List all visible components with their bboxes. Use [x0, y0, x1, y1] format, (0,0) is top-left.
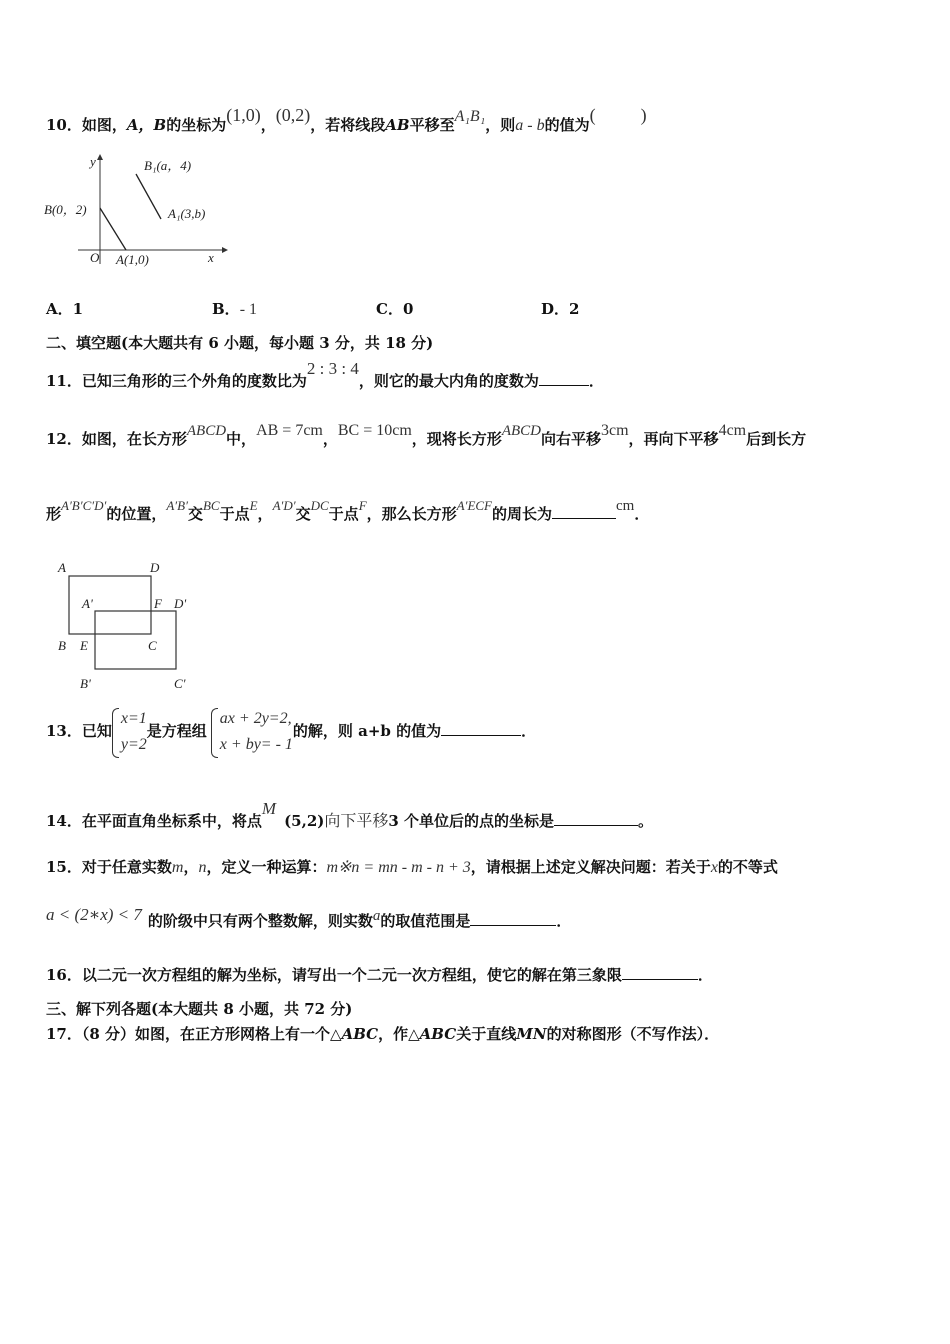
q15-text: ，定义一种运算：	[206, 858, 327, 876]
q10-option-b	[212, 298, 257, 319]
q13-stem	[46, 706, 536, 758]
q13-eq1: ax + 2y=2,	[219, 710, 292, 727]
q15-var-a: a	[372, 908, 381, 924]
q14-suffix: 3 个单位后的点的坐标是	[388, 812, 555, 830]
q15-answer-blank[interactable]	[470, 911, 556, 926]
q15-text: ，	[183, 858, 199, 876]
option-key: A．	[46, 300, 73, 318]
brace	[112, 708, 119, 758]
q10-point-a: (1,0)	[226, 105, 261, 125]
q10-segment: AB	[385, 116, 410, 134]
q17-prefix: 17．（8 分）如图，在正方形网格上有一个△	[46, 1025, 342, 1043]
q13-eq2: x + by= - 1	[219, 736, 293, 753]
q13-system	[211, 706, 293, 758]
q12-stem-line1	[46, 422, 807, 449]
q10-prefix: 10．如图，	[46, 116, 127, 134]
q10-figure	[40, 152, 230, 272]
q12-rect-aecf: A′ECF	[456, 498, 492, 513]
fig-label-f: F	[154, 596, 162, 611]
q12-text: ，再向下平移	[628, 430, 719, 448]
q10-text: ，则	[485, 116, 516, 134]
q13-mid: 是方程组	[146, 722, 207, 740]
q13-sol-x: x=1	[120, 710, 147, 727]
q14-coord: (5,2)	[284, 812, 325, 830]
q12-text: 交	[187, 505, 203, 523]
q12-text: 向右平移	[540, 430, 601, 448]
q14-prefix: 14．在平面直角坐标系中，将点	[46, 812, 262, 830]
q12-text: 于点	[328, 505, 359, 523]
q10-text: ，若将线段	[310, 116, 386, 134]
q15-var-x: x	[710, 859, 718, 876]
q17-triangle: ABC	[419, 1025, 457, 1043]
fig-label-b: B	[58, 638, 66, 653]
fig-label-c: C	[148, 638, 157, 653]
q10-stem	[46, 105, 647, 135]
point-b-label: B(0，2)	[44, 202, 87, 217]
q12-stem-line2	[46, 498, 650, 524]
fig-label-a: A	[58, 560, 66, 575]
q13-prefix: 13．已知	[46, 722, 112, 740]
q12-ab: AB = 7cm	[256, 422, 323, 439]
q10-option-d	[541, 298, 579, 319]
q12-text: ，	[257, 505, 273, 523]
q12-shift-down: 4cm	[718, 422, 747, 439]
point-a1-label: A₁(3,b)	[168, 206, 206, 221]
q12-text: ，那么长方形	[366, 505, 457, 523]
q12-text: 交	[295, 505, 311, 523]
q15-var-m: m	[171, 859, 184, 876]
option-key: B．	[212, 300, 240, 318]
q16-answer-blank[interactable]	[622, 965, 698, 980]
q10-comma: ，	[260, 116, 276, 134]
fig-label-c-prime: C'	[174, 676, 186, 691]
q10-answer-paren: ( )	[589, 105, 647, 125]
q12-text: 的位置，	[106, 505, 167, 523]
q12-end: ．	[634, 505, 650, 523]
q17-text: 关于直线	[456, 1025, 517, 1043]
q14-end: 。	[638, 812, 654, 830]
q12-text: 形	[46, 505, 62, 523]
q15-stem-line1	[46, 856, 778, 877]
q12-bc: BC = 10cm	[337, 422, 412, 439]
q12-figure	[52, 558, 202, 696]
q12-text: ，现将长方形	[411, 430, 502, 448]
q15-text: 的阶级中只有两个整数解，则实数	[147, 912, 373, 930]
q12-rect: ABCD	[501, 423, 541, 439]
q11-ratio: 2 : 3 : 4	[306, 359, 359, 378]
option-value: 1	[72, 300, 84, 318]
q12-text: 中，	[226, 430, 257, 448]
q16-end: ．	[697, 966, 713, 984]
q13-solution	[112, 706, 147, 758]
q13-end: ．	[521, 722, 537, 740]
q15-text: 15．对于任意实数	[46, 858, 172, 876]
fig-label-d-prime: D'	[174, 596, 187, 611]
q17-stem	[46, 1023, 719, 1044]
q15-end: ．	[556, 912, 572, 930]
q12-point-f: F	[358, 498, 367, 513]
q11-answer-blank[interactable]	[539, 371, 589, 386]
option-value: 2	[569, 300, 580, 318]
q12-text: ，	[322, 430, 338, 448]
q12-point-e: E	[249, 498, 258, 513]
q12-text: 于点	[219, 505, 250, 523]
q10-points: A，B	[126, 116, 167, 134]
q10-option-c	[376, 298, 413, 319]
q15-var-n: n	[198, 859, 207, 876]
q14-move: 向下平移	[324, 813, 389, 830]
section-2-heading: 二、填空题(本大题共有 6 小题，每小题 3 分，共 18 分)	[46, 334, 434, 352]
origin-label: O	[90, 250, 100, 265]
q15-text: 的取值范围是	[380, 912, 471, 930]
q14-stem	[46, 799, 654, 831]
option-value: - 1	[239, 301, 258, 318]
q17-line-mn: MN	[516, 1025, 547, 1043]
q10-text: 平移至	[409, 116, 455, 134]
q14-answer-blank[interactable]	[554, 811, 638, 826]
q12-unit: cm	[616, 498, 635, 514]
q12-text: 的周长为	[492, 505, 553, 523]
q16-stem	[46, 964, 713, 985]
fig-label-b-prime: B'	[80, 676, 91, 691]
q12-ab-prime: A′B′	[166, 498, 188, 513]
q12-shift-right: 3cm	[601, 422, 629, 439]
section-3-heading: 三、解下列各题(本大题共 8 小题，共 72 分)	[46, 1000, 353, 1018]
q12-rect: ABCD	[186, 423, 227, 439]
q13-answer-blank[interactable]	[441, 721, 521, 736]
q13-suffix: 的解，则 a+b 的值为	[292, 722, 442, 740]
point-a-label: A(1,0)	[116, 252, 149, 267]
q10-point-b: (0,2)	[275, 105, 311, 125]
q10-option-a	[46, 298, 83, 319]
q17-suffix: 的对称图形（不写作法）．	[546, 1025, 720, 1043]
q10-expression: a - b	[515, 117, 545, 134]
brace	[211, 708, 218, 758]
option-key: C．	[376, 300, 403, 318]
q12-dc-side: DC	[310, 498, 329, 513]
q12-text: 后到长方	[746, 430, 807, 448]
point-b1-label: B₁(a，4)	[144, 158, 192, 173]
q10-text: 的值为	[544, 116, 590, 134]
q11-stem	[46, 359, 604, 391]
q15-operation: m※n = mn - m - n + 3	[326, 859, 471, 876]
q12-ad-prime: A′D′	[272, 498, 296, 513]
q12-text: 12．如图，在长方形	[46, 430, 187, 448]
q10-segment-a1b1: A₁B₁	[454, 108, 486, 125]
q17-text: ，作△	[378, 1025, 420, 1043]
q15-inequality: a < (2∗x) < 7	[46, 905, 142, 924]
q12-rect-prime: A′B′C′D′	[61, 498, 107, 513]
q11-end: ．	[588, 372, 604, 390]
q15-stem-line2	[46, 905, 572, 931]
q15-text: 的不等式	[717, 858, 778, 876]
fig-label-e: E	[80, 638, 88, 653]
option-key: D．	[541, 300, 570, 318]
fig-label-d: D	[150, 560, 160, 575]
q12-answer-blank[interactable]	[552, 504, 616, 519]
axis-y-label: y	[90, 154, 96, 169]
q13-sol-y: y=2	[120, 736, 147, 753]
q10-text: 的坐标为	[166, 116, 227, 134]
q14-point-m: M	[261, 799, 277, 818]
q11-suffix: ，则它的最大内角的度数为	[358, 372, 539, 390]
q11-prefix: 11．已知三角形的三个外角的度数比为	[46, 372, 307, 390]
q15-text: ，请根据上述定义解决问题：若关于	[470, 858, 711, 876]
fig-label-a-prime: A'	[82, 596, 93, 611]
option-value: 0	[402, 300, 414, 318]
q16-text: 16．以二元一次方程组的解为坐标，请写出一个二元一次方程组，使它的解在第三象限	[46, 966, 622, 984]
q12-bc-side: BC	[202, 498, 220, 513]
q17-triangle: ABC	[341, 1025, 379, 1043]
axis-x-label: x	[208, 250, 214, 265]
